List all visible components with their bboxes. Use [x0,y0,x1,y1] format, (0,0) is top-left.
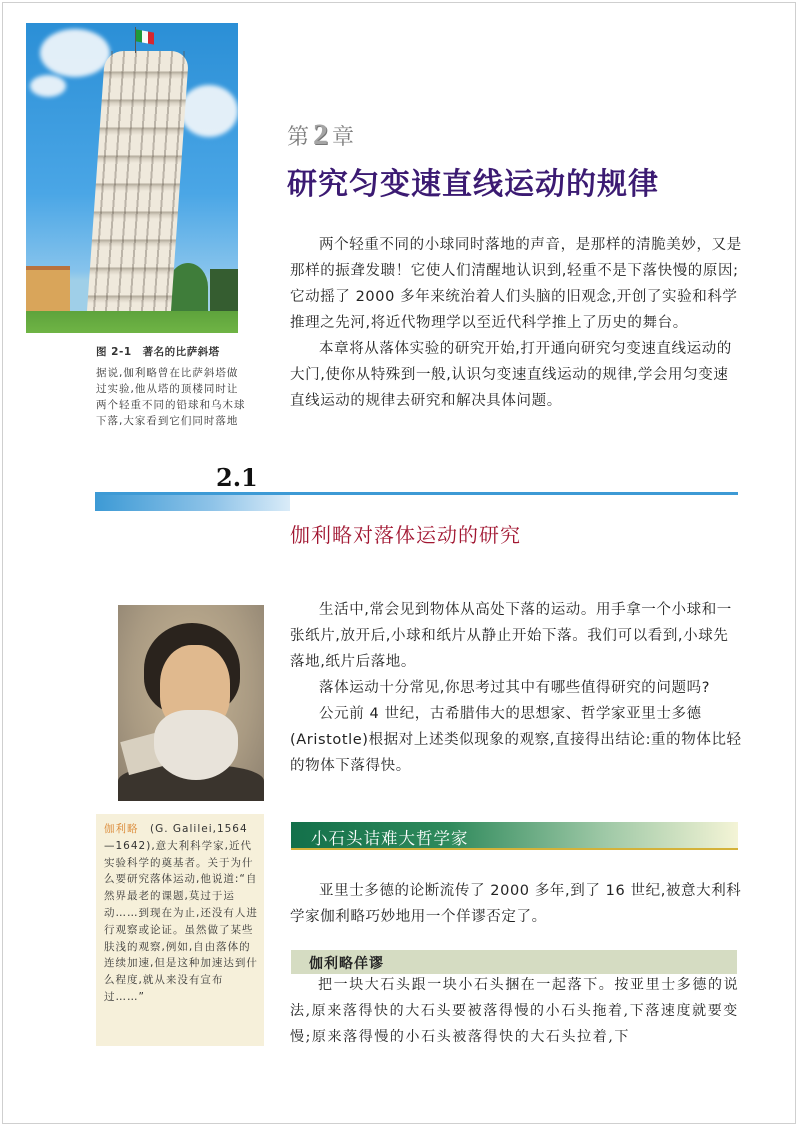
figure-description: 据说,伽利略曾在比萨斜塔做过实验,他从塔的顶楼同时让两个轻重不同的铅球和乌木球下落,大家看到它们同时落地 [96,367,246,427]
bio-text: (G. Galilei,1564—1642),意大利科学家,近代实验科学的奠基者。关于为什么要研究落体运动,他说道:“自然界最老的课题,莫过于运动……到现在为止,还没有人进行观察或论证。虽然做了某些肤浅的观察,例如,自由落体的连续加速,但是这种加速达到什么程度,就从来没有宣布过……” [104,823,258,1003]
paragraph: 把一块大石头跟一块小石头捆在一起落下。按亚里士多德的说法,原来落得快的大石头要被落得慢的小石头拖着,下落速度就要变慢;原来落得慢的小石头被落得快的大石头拉着,下 [290,977,740,1045]
feature-box-heading [291,822,738,850]
cloud [30,75,66,97]
feature-box-body [290,878,742,930]
section-gradient-bar [95,495,290,511]
section-title: 伽利略对落体运动的研究 [290,523,521,547]
cloud [180,85,238,137]
chapter-title: 研究匀变速直线运动的规律 [287,167,659,202]
section-body [290,597,742,779]
galileo-bio-sidebar [96,814,264,1046]
italian-flag-icon [136,29,154,44]
building [26,266,70,315]
paragraph: 公元前 4 世纪，古希腊伟大的思想家、哲学家亚里士多德(Aristotle)根据对上述类似现象的观察,直接得出结论:重的物体比轻的物体下落得快。 [290,706,742,774]
galileo-portrait [118,605,264,801]
paragraph: 亚里士多德的论断流传了 2000 多年,到了 16 世纪,被意大利科学家伽利略巧妙地用一个佯谬否定了。 [290,883,742,925]
feature-box-title: 小石头诘难大哲学家 [311,829,469,848]
chapter-label [287,118,354,152]
paradox-body [290,972,742,1050]
portrait-beard [154,710,238,780]
pisa-tower-photo [26,23,238,333]
cloud [40,29,110,77]
feature-subheading [291,950,737,974]
section-number: 2.1 [216,463,258,492]
chapter-number: 2 [313,118,329,151]
paragraph: 本章将从落体实验的研究开始,打开通向研究匀变速直线运动的大门,使你从特殊到一般,认识匀变速直线运动的规律,学会用匀变速直线运动的规律去研究和解决具体问题。 [290,341,732,409]
feature-subheading-title: 伽利略佯谬 [309,956,384,972]
bio-name: 伽利略 [104,823,139,835]
chapter-intro [290,232,742,414]
chapter-suffix: 章 [332,125,355,150]
trees [168,263,208,311]
paragraph: 生活中,常会见到物体从高处下落的运动。用手拿一个小球和一张纸片,放开后,小球和纸片从静止开始下落。我们可以看到,小球先落地,纸片后落地。 [290,602,732,670]
chapter-prefix: 第 [287,125,310,150]
trees [210,269,238,311]
paragraph: 两个轻重不同的小球同时落地的声音，是那样的清脆美妙，又是那样的振聋发聩！它使人们清醒地认识到,轻重不是下落快慢的原因;它动摇了 2000 多年来统治着人们头脑的旧观念,开创了实验和科学推理之先河,将近代物理学以至近代科学推上了历史的舞台。 [290,237,742,331]
paragraph: 落体运动十分常见,你思考过其中有哪些值得研究的问题吗? [319,680,711,696]
figure-caption: 图 2-1 著名的比萨斜塔 [96,346,220,358]
lawn [26,311,238,333]
